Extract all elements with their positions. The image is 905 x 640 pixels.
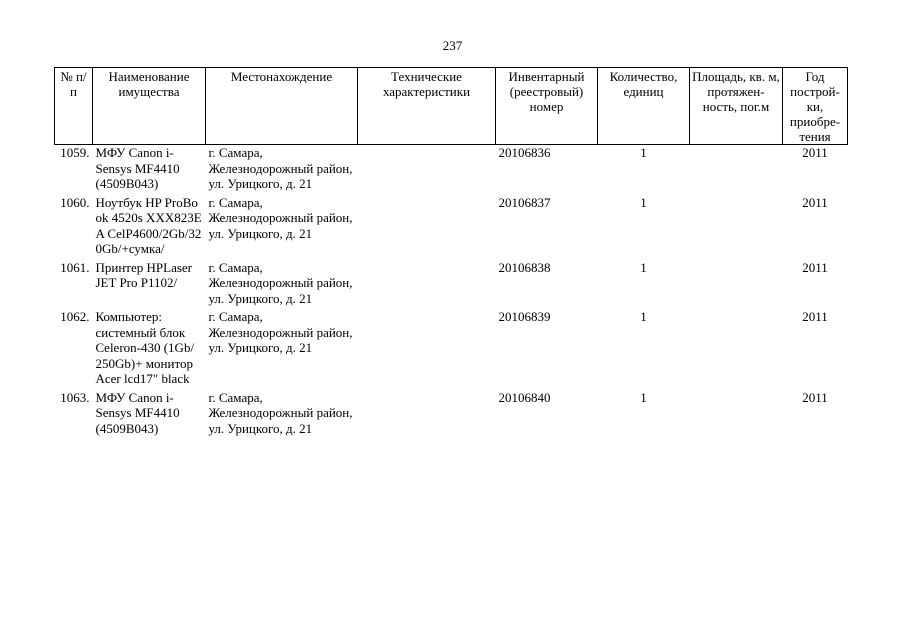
table-row xyxy=(55,260,848,310)
cell-tech xyxy=(358,309,496,390)
cell-name: МФУ Canon i-Sensys MF4410 (4509B043) xyxy=(95,145,180,191)
cell-location: г. Самара, Железнодорожный район, ул. Урицкого, д. 21 xyxy=(208,389,353,436)
header-name: Наименование имущества xyxy=(93,68,206,145)
cell-inventory: 20106839 xyxy=(498,309,551,324)
cell-num: 1063. xyxy=(60,389,90,405)
header-area: Площадь, кв. м, протяжен- ность, пог.м xyxy=(690,68,783,145)
cell-area xyxy=(690,195,783,260)
table-row xyxy=(55,309,848,390)
cell-num: 1062. xyxy=(60,309,90,324)
header-quantity: Количество, единиц xyxy=(598,68,690,145)
header-num: № п/п xyxy=(55,68,93,145)
header-row xyxy=(55,68,848,145)
header-inventory: Инвентарный (реестровый) номер xyxy=(496,68,598,145)
cell-area xyxy=(690,309,783,390)
cell-location: г. Самара, Железнодорожный район, ул. Урицкого, д. 21 xyxy=(208,309,353,355)
cell-inventory: 20106838 xyxy=(498,259,551,275)
cell-tech xyxy=(358,260,496,310)
table-row xyxy=(55,390,848,440)
cell-quantity: 1 xyxy=(640,389,647,405)
cell-location: г. Самара, Железнодорожный район, ул. Урицкого, д. 21 xyxy=(208,194,353,241)
cell-tech xyxy=(358,145,496,195)
header-tech: Технические характеристики xyxy=(358,68,496,145)
cell-year: 2011 xyxy=(802,309,828,324)
cell-inventory: 20106836 xyxy=(498,145,551,160)
cell-num: 1060. xyxy=(60,194,90,210)
cell-quantity: 1 xyxy=(640,194,647,210)
cell-tech xyxy=(358,390,496,440)
cell-num: 1059. xyxy=(60,145,90,160)
cell-tech xyxy=(358,195,496,260)
table-row xyxy=(55,195,848,260)
cell-inventory: 20106837 xyxy=(498,194,551,210)
cell-name: Принтер HPLaser JET Pro P1102/ xyxy=(95,259,192,290)
inventory-table xyxy=(54,67,848,439)
cell-area xyxy=(690,390,783,440)
cell-name: МФУ Canon i-Sensys MF4410 (4509B043) xyxy=(95,389,180,436)
cell-quantity: 1 xyxy=(640,145,647,160)
cell-year: 2011 xyxy=(802,145,828,160)
cell-location: г. Самара, Железнодорожный район, ул. Урицкого, д. 21 xyxy=(208,259,353,306)
cell-area xyxy=(690,260,783,310)
cell-year: 2011 xyxy=(802,389,828,405)
header-location: Местонахождение xyxy=(206,68,358,145)
cell-num: 1061. xyxy=(60,259,90,275)
cell-year: 2011 xyxy=(802,194,828,210)
cell-quantity: 1 xyxy=(640,309,647,324)
table-row xyxy=(55,145,848,195)
cell-year: 2011 xyxy=(802,259,828,275)
cell-area xyxy=(690,145,783,195)
cell-quantity: 1 xyxy=(640,259,647,275)
header-year: Год построй- ки, приобре- тения xyxy=(783,68,848,145)
table-body xyxy=(55,145,848,440)
page-number: 237 xyxy=(442,38,463,53)
cell-name: Компьютер: системный блок Celeron-430 (1Gb/ 250Gb)+ монитор Acer lcd17" black xyxy=(95,309,195,386)
cell-inventory: 20106840 xyxy=(498,389,551,405)
cell-location: г. Самара, Железнодорожный район, ул. Урицкого, д. 21 xyxy=(208,145,353,191)
cell-name: Ноутбук HP ProBook 4520s XXX823EA CelP4600/2Gb/320Gb/+сумка/ xyxy=(95,194,202,256)
table-header xyxy=(55,68,848,145)
